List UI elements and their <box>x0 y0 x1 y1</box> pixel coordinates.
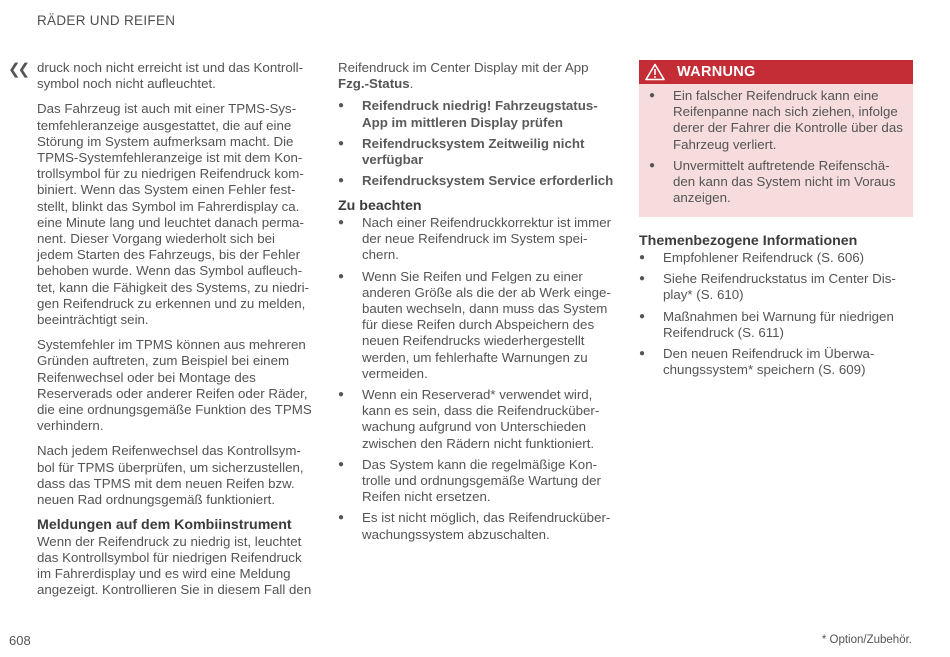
heading-related: Themenbezogene Informationen <box>639 233 858 250</box>
related-link[interactable]: ● Maßnahmen bei Warnung für niedrigen Reifendruck (S. 611) <box>639 309 913 341</box>
double-chevron-left-icon[interactable]: ❮❮ <box>8 61 28 78</box>
related-link[interactable]: ● Siehe Reifendruckstatus im Center Display* (S. 610) <box>639 271 913 303</box>
list-item: ● Reifendruck niedrig! Fahrzeugstatus-App im mittleren Display prüfen <box>338 98 618 130</box>
list-item: ● Reifendrucksystem Zeitweilig nicht verfügbar <box>338 136 618 168</box>
footnote: * Option/Zubehör. <box>821 634 912 646</box>
list-item: ● Reifendrucksystem Service erforderlich <box>338 173 618 189</box>
related-link[interactable]: ● Den neuen Reifendruck im Überwachungssystem* speichern (S. 609) <box>639 346 913 378</box>
list-item: ● Es ist nicht möglich, das Reifendrucküberwachungssystem abzuschalten. <box>338 510 618 542</box>
column-3 <box>639 60 913 383</box>
page-number: 608 <box>9 633 31 648</box>
paragraph-intro <box>338 60 618 92</box>
section-title: RÄDER UND REIFEN <box>37 13 176 28</box>
paragraph: Wenn der Reifendruck zu niedrig ist, leuchtet das Kontrollsymbol für niedrigen Reifendruck im Fahrerdisplay und es wird eine Meldung angezeigt. Kontrollieren Sie in diesem Fall den <box>37 533 312 598</box>
list-item: ● Ein falscher Reifendruck kann eine Reifenpanne nach sich ziehen, infolge derer der Fahrer die Kontrolle über das Fahrzeug verliert. <box>649 88 903 153</box>
list-item: ● Nach einer Reifendruckkorrektur ist immer der neue Reifendruck im System speichern. <box>338 215 618 264</box>
list-item: ● Das System kann die regelmäßige Kontrolle und ordnungsgemäße Wartung der Reifen nicht ersetzen. <box>338 457 618 506</box>
message-list <box>338 98 618 189</box>
intro-text: Reifendruck im Center Display mit der App <box>338 60 589 75</box>
column-2 <box>338 60 618 548</box>
warning-body <box>639 84 913 217</box>
warning-triangle-icon <box>645 63 665 81</box>
warning-title: WARNUNG <box>677 63 756 80</box>
related-list <box>639 250 913 378</box>
paragraph: Nach jedem Reifenwechsel das Kontrollsymbol für TPMS überprüfen, um sicherzustellen, dass das TPMS mit dem neuen Reifen bzw. neuen Rad ordnungsgemäß funktioniert. <box>37 443 304 508</box>
list-item: ● Wenn ein Reserverad* verwendet wird, kann es sein, dass die Reifendrucküberwachung aufgrund von Unterschieden zwischen den Rädern nicht funktioniert. <box>338 387 618 452</box>
paragraph: Systemfehler im TPMS können aus mehreren Gründen auftreten, zum Beispiel bei einem Reifenwechsel oder bei Montage des Reserverads oder anderer Reifen oder Räder, die eine ordnungsgemäße Funktion des TPMS verhindern. <box>37 337 312 434</box>
column-1 <box>37 60 312 608</box>
intro-end: . <box>409 76 414 92</box>
paragraph: Das Fahrzeug ist auch mit einer TPMS-Systemfehleranzeige ausgestattet, die auf eine Störung im System aufmerksam macht. Die TPMS-Systemfehleranzeige ist mit dem Kontrollsymbol für zu niedrigen Reifendruck kombiniert. Wenn das System einen Fehler feststellt, blinkt das Symbol im Fahrerdisplay ca. eine Minute lang und leuchtet danach permanent. Dieser Vorgang wiederholt sich bei jedem Starten des Fahrzeugs, bis der Fehler behoben wurde. Wenn das Symbol aufleuchtet, kann die Fähigkeit des Systems, zu niedrigen Reifendruck zu erkennen und zu melden, beeinträchtigt sein. <box>37 101 309 328</box>
list-item: ● Unvermittelt auftretende Reifenschäden kann das System nicht im Voraus anzeigen. <box>649 158 903 207</box>
paragraph: druck noch nicht erreicht ist und das Kontrollsymbol noch nicht aufleuchtet. <box>37 60 304 92</box>
warning-box <box>639 60 913 217</box>
warning-header <box>639 60 913 84</box>
list-item: ● Wenn Sie Reifen und Felgen zu einer anderen Größe als die der ab Werk eingebauten wechseln, dann muss das System für diese Reifen durch Abspeichern des neuen Reifendrucks wiederhergestellt werden, um fehlerhafte Warnungen zu vermeiden. <box>338 269 618 382</box>
heading-zu-beachten: Zu beachten <box>338 198 422 215</box>
app-name: Fzg.-Status <box>338 76 410 92</box>
notes-list <box>338 215 618 543</box>
related-link[interactable]: ● Empfohlener Reifendruck (S. 606) <box>639 250 913 266</box>
heading-kombiinstrument: Meldungen auf dem Kombiinstrument <box>37 517 292 534</box>
